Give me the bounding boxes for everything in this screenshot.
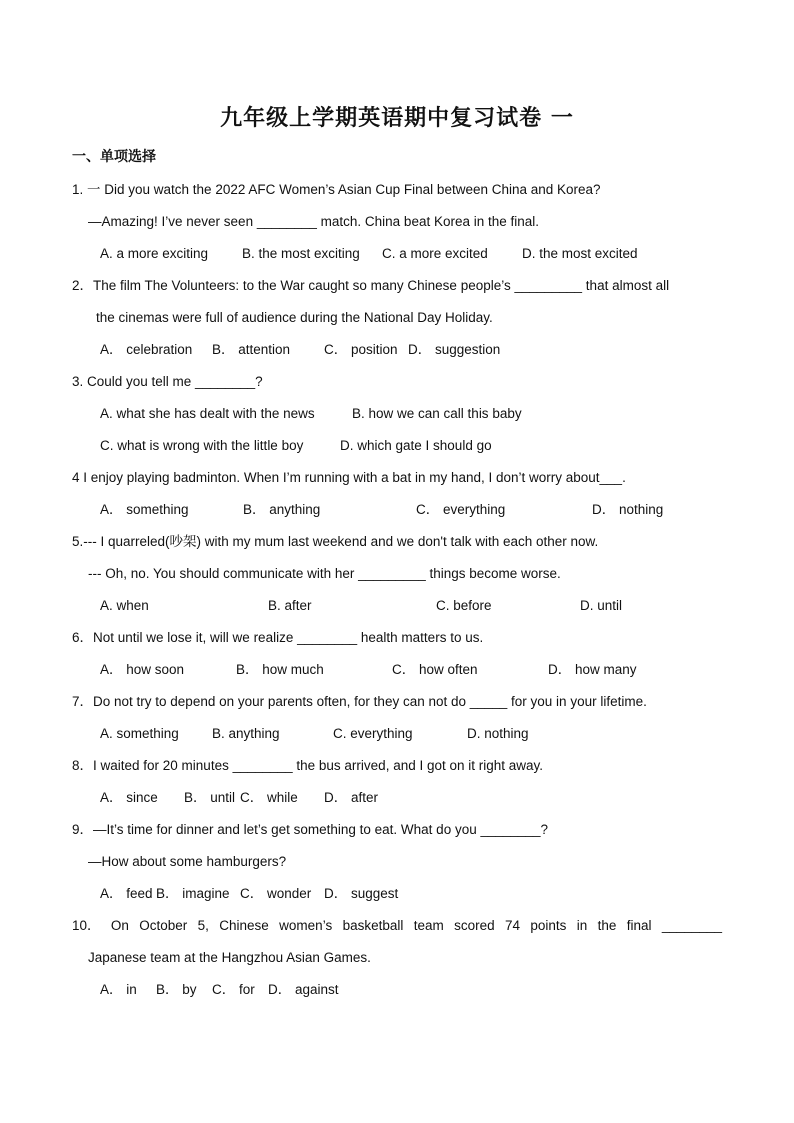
- question-8-option-c: C． while: [240, 790, 298, 805]
- question-10-word: the: [597, 918, 617, 933]
- question-10-word: On: [110, 918, 129, 933]
- question-7-option-b: B. anything: [212, 726, 280, 741]
- question-6-option-c: C． how often: [392, 662, 478, 677]
- question-5-stem: 5.--- I quarreled(吵架) with my mum last weekend and we don't talk with each other now.: [72, 534, 599, 549]
- section-heading: 一、单项选择: [72, 149, 156, 165]
- question-1-option-b: B. the most exciting: [242, 246, 360, 261]
- question-7-stem: 7．Do not try to depend on your parents often, for they can not do _____ for you in your lifetime.: [72, 694, 647, 709]
- question-8-option-b: B． until: [184, 790, 236, 805]
- question-10-word: 74: [504, 918, 521, 933]
- page-title: 九年级上学期英语期中复习试卷 一: [220, 106, 574, 131]
- question-10-stem-line-2: Japanese team at the Hangzhou Asian Games.: [88, 950, 371, 965]
- question-10-stem-line-1: [72, 917, 722, 935]
- question-2-option-a: A． celebration: [100, 342, 193, 357]
- question-9-stem: 9．—It’s time for dinner and let’s get something to eat. What do you ________?: [72, 822, 549, 837]
- question-10-word: points: [530, 918, 567, 933]
- question-10-word: 10．: [72, 918, 101, 933]
- question-9-option-d: D． suggest: [324, 886, 399, 901]
- question-1-option-c: C. a more excited: [382, 246, 488, 261]
- question-10-word: October: [139, 918, 188, 933]
- question-4-option-d: D． nothing: [592, 502, 664, 517]
- question-8-option-d: D． after: [324, 790, 379, 805]
- question-9-option-b: B． imagine: [156, 886, 230, 901]
- question-7-option-c: C. everything: [333, 726, 413, 741]
- question-8-option-a: A． since: [100, 790, 158, 805]
- question-10-option-a: A． in: [100, 982, 137, 997]
- question-2-stem-line-1: 2．The film The Volunteers: to the War caught so many Chinese people’s _________ that almost all: [72, 278, 670, 293]
- question-2-option-c: C． position: [324, 342, 398, 357]
- question-5-reply: --- Oh, no. You should communicate with her _________ things become worse.: [88, 566, 561, 581]
- question-10-option-d: D． against: [268, 982, 339, 997]
- question-7-option-a: A. something: [100, 726, 179, 741]
- question-4-option-b: B． anything: [243, 502, 321, 517]
- question-10-option-b: B． by: [156, 982, 197, 997]
- question-2-stem-line-2: the cinemas were full of audience during the National Day Holiday.: [96, 310, 493, 325]
- question-10-word: 5,: [197, 918, 209, 933]
- question-2-option-b: B． attention: [212, 342, 291, 357]
- question-1-option-d: D. the most excited: [522, 246, 638, 261]
- question-1-stem: 1. 一 Did you watch the 2022 AFC Women’s Asian Cup Final between China and Korea?: [72, 182, 601, 197]
- question-3-option-a: A. what she has dealt with the news: [100, 406, 315, 421]
- question-3-option-b: B. how we can call this baby: [352, 406, 522, 421]
- question-10-word: final: [626, 918, 652, 933]
- question-10-word: team: [413, 918, 444, 933]
- question-9-option-c: C． wonder: [240, 886, 312, 901]
- question-7-option-d: D. nothing: [467, 726, 529, 741]
- question-6-stem: 6．Not until we lose it, will we realize ________ health matters to us.: [72, 630, 484, 645]
- question-6-option-d: D． how many: [548, 662, 637, 677]
- question-4-option-c: C． everything: [416, 502, 506, 517]
- question-3-option-d: D. which gate I should go: [340, 438, 492, 453]
- question-10-word: Chinese: [219, 918, 269, 933]
- question-9-option-a: A． feed: [100, 886, 153, 901]
- question-10-word: scored: [454, 918, 495, 933]
- question-6-option-a: A． how soon: [100, 662, 185, 677]
- question-1-reply: —Amazing! I’ve never seen ________ match. China beat Korea in the final.: [88, 214, 540, 229]
- question-4-option-a: A． something: [100, 502, 189, 517]
- question-5-option-c: C. before: [436, 598, 492, 613]
- question-1-option-a: A. a more exciting: [100, 246, 209, 261]
- question-10-word: in: [576, 918, 588, 933]
- question-3-stem: 3. Could you tell me ________?: [72, 374, 263, 389]
- question-2-option-d: D． suggestion: [408, 342, 501, 357]
- question-3-option-c: C. what is wrong with the little boy: [100, 438, 304, 453]
- question-10-word: basketball: [342, 918, 404, 933]
- question-10-word: women’s: [279, 918, 333, 933]
- question-8-stem: 8．I waited for 20 minutes ________ the bus arrived, and I got on it right away.: [72, 758, 544, 773]
- question-5-option-d: D. until: [580, 598, 623, 613]
- question-10-blank: ________: [661, 918, 722, 933]
- question-5-option-a: A. when: [100, 598, 149, 613]
- question-10-option-c: C． for: [212, 982, 255, 997]
- question-6-option-b: B． how much: [236, 662, 324, 677]
- question-9-reply: —How about some hamburgers?: [88, 854, 287, 869]
- question-5-option-b: B. after: [268, 598, 312, 613]
- question-4-stem: 4 I enjoy playing badminton. When I’m running with a bat in my hand, I don’t worry about___.: [72, 470, 626, 485]
